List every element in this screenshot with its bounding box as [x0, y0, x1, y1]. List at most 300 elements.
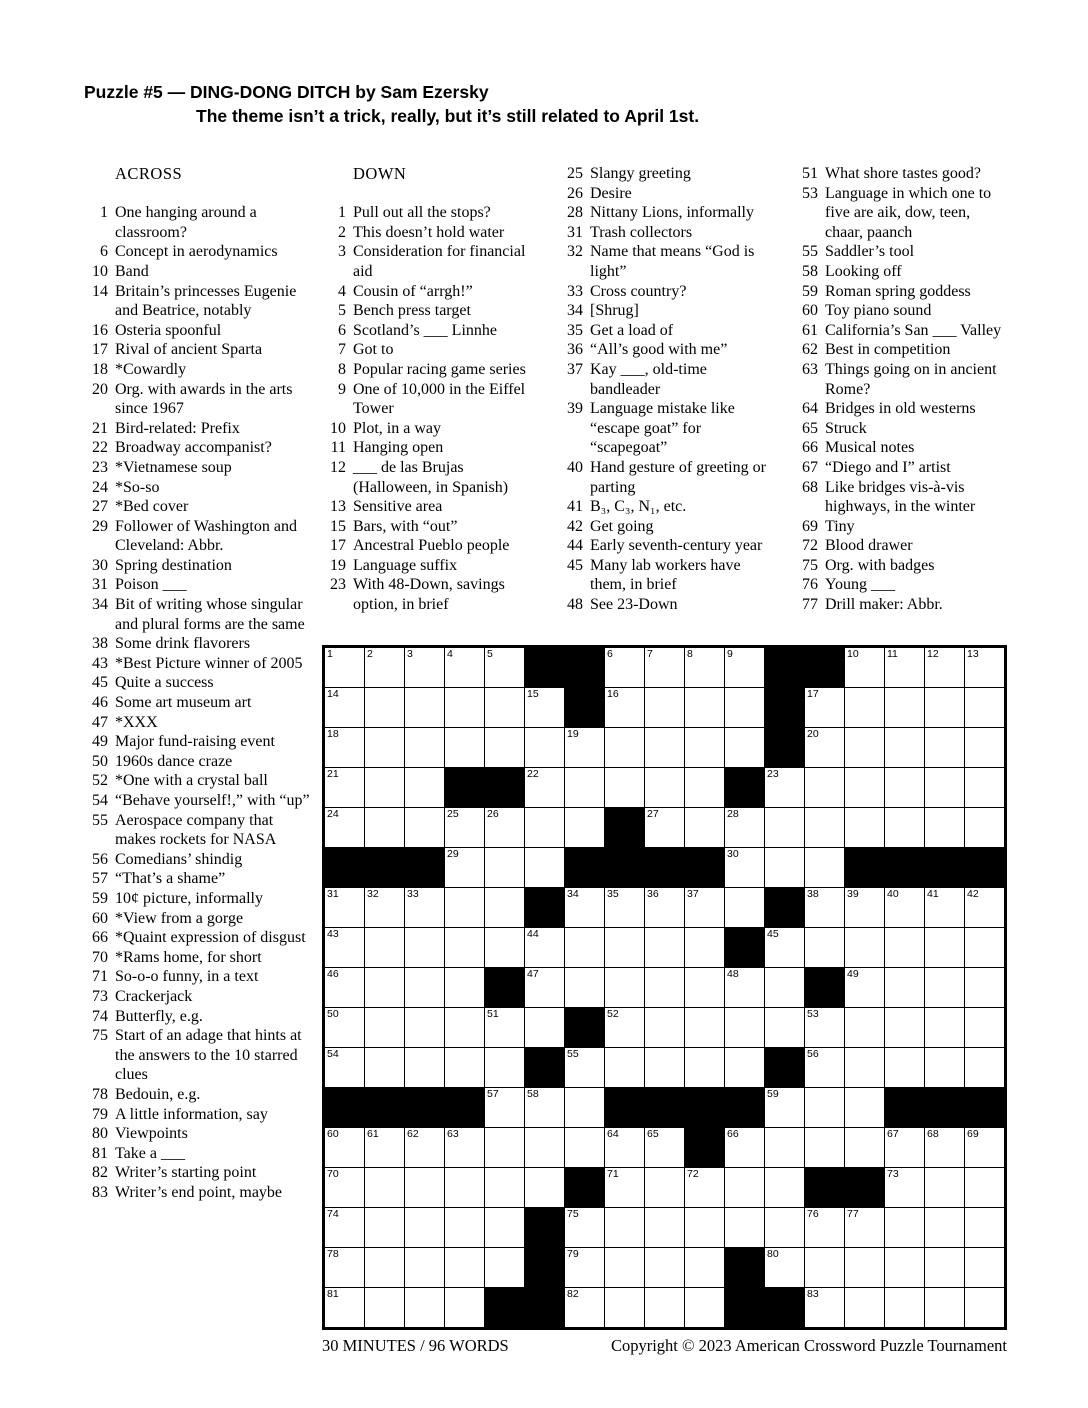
clue — [84, 654, 314, 674]
grid-cell-white — [325, 1168, 364, 1207]
clue-number: 60 — [92, 909, 108, 927]
grid-cell-white — [445, 1128, 484, 1167]
grid-cell-white — [725, 968, 764, 1007]
cell-number: 47 — [527, 968, 539, 980]
clue-number: 78 — [92, 1085, 108, 1103]
grid-cell-white — [765, 1248, 804, 1287]
cell-number: 39 — [847, 888, 859, 900]
grid-cell-white — [445, 1168, 484, 1207]
clue-number: 23 — [92, 458, 108, 476]
cell-number: 65 — [647, 1128, 659, 1140]
grid-cell-white — [525, 1088, 564, 1127]
clue-number: 44 — [567, 537, 583, 555]
clue — [84, 419, 314, 439]
grid-cell-white — [525, 768, 564, 807]
clue-number: 7 — [338, 341, 346, 359]
grid-cell-white — [485, 1168, 524, 1207]
clue — [84, 928, 314, 948]
grid-cell-white — [925, 728, 964, 767]
grid-cell-black — [485, 768, 524, 807]
grid-cell-white — [485, 928, 524, 967]
grid-cell-black — [605, 808, 644, 847]
grid-cell-white — [645, 1168, 684, 1207]
grid-cell-white — [725, 648, 764, 687]
clue-text: “Behave yourself!,” with “up” — [115, 792, 310, 809]
grid-cell-white — [405, 1048, 444, 1087]
grid-cell-white — [365, 1288, 404, 1327]
grid-cell-white — [885, 888, 924, 927]
clue — [794, 184, 1008, 243]
clue-text: Many lab workers have them, in brief — [590, 556, 741, 594]
clue-text: Bench press target — [353, 302, 471, 320]
clue-text: Viewpoints — [115, 1125, 188, 1143]
grid-cell-white — [605, 928, 644, 967]
clue-number: 48 — [567, 596, 583, 614]
grid-cell-white — [405, 1168, 444, 1207]
grid-cell-white — [445, 848, 484, 887]
grid-cell-white — [925, 1168, 964, 1207]
clue — [322, 497, 544, 517]
clue-number: 28 — [567, 204, 583, 222]
grid-cell-black — [365, 1088, 404, 1127]
clue — [794, 458, 1008, 478]
clue-number: 15 — [330, 517, 346, 535]
clue-text: Plot, in a way — [353, 419, 441, 437]
grid-cell-white — [925, 928, 964, 967]
grid-cell-white — [325, 1048, 364, 1087]
clue-text: A little information, say — [115, 1105, 268, 1123]
clue — [84, 340, 314, 360]
grid-cell-white — [445, 1288, 484, 1327]
clue — [84, 203, 314, 242]
grid-cell-white — [965, 1128, 1004, 1167]
cell-number: 5 — [487, 648, 493, 660]
clue — [84, 556, 314, 576]
cell-number: 60 — [327, 1128, 339, 1140]
grid-cell-white — [685, 1008, 724, 1047]
clue-text: See 23-Down — [590, 596, 678, 614]
grid-cell-white — [325, 728, 364, 767]
clue — [84, 752, 314, 772]
grid-cell-white — [645, 768, 684, 807]
cell-number: 82 — [567, 1288, 579, 1300]
clue-text: Tiny — [825, 517, 855, 535]
clue-text: Toy piano sound — [825, 302, 932, 320]
grid-cell-white — [645, 1128, 684, 1167]
grid-cell-white — [845, 1008, 884, 1047]
grid-cell-black — [405, 1088, 444, 1127]
grid-cell-black — [685, 1088, 724, 1127]
clue — [794, 419, 1008, 439]
cell-number: 9 — [727, 648, 733, 660]
grid-cell-black — [525, 1288, 564, 1327]
grid-cell-white — [925, 1208, 964, 1247]
cell-number: 20 — [807, 728, 819, 740]
clue — [322, 419, 544, 439]
grid-cell-white — [445, 1048, 484, 1087]
grid-cell-black — [885, 1088, 924, 1127]
cell-number: 57 — [487, 1088, 499, 1100]
grid-cell-white — [485, 1128, 524, 1167]
cell-number: 49 — [847, 968, 859, 980]
grid-cell-white — [965, 768, 1004, 807]
grid-cell-white — [685, 648, 724, 687]
grid-cell-white — [405, 1008, 444, 1047]
grid-cell-white — [445, 1208, 484, 1247]
clue-text: *Vietnamese soup — [115, 458, 232, 476]
grid-cell-white — [365, 1168, 404, 1207]
clue — [84, 1026, 314, 1085]
clue-number: 62 — [802, 341, 818, 359]
clue-number: 17 — [330, 537, 346, 555]
clue-number: 34 — [92, 596, 108, 614]
cell-number: 3 — [407, 648, 413, 660]
clue-text: 1960s dance craze — [115, 752, 233, 770]
grid-cell-white — [965, 648, 1004, 687]
clue-number: 49 — [92, 733, 108, 751]
grid-cell-black — [685, 1128, 724, 1167]
clue-text: Concept in aerodynamics — [115, 243, 278, 261]
clue-number: 12 — [330, 458, 346, 476]
grid-cell-black — [765, 1288, 804, 1327]
clue — [794, 301, 1008, 321]
clue-number: 34 — [567, 302, 583, 320]
clue-number: 33 — [567, 282, 583, 300]
grid-cell-white — [645, 928, 684, 967]
grid-cell-white — [605, 968, 644, 1007]
clue-number: 66 — [92, 929, 108, 947]
time-words-note: 30 MINUTES / 96 WORDS — [322, 1336, 509, 1355]
clue-text: Language mistake like “escape goat” for “scapegoat” — [590, 400, 735, 457]
grid-cell-white — [765, 768, 804, 807]
grid-cell-white — [445, 1248, 484, 1287]
clue-text: Kay ___, old-time bandleader — [590, 360, 707, 398]
grid-cell-black — [725, 1288, 764, 1327]
grid-cell-black — [805, 1168, 844, 1207]
across-clues-column — [84, 164, 314, 1202]
cell-number: 75 — [567, 1208, 579, 1220]
cell-number: 32 — [367, 888, 379, 900]
grid-cell-white — [405, 648, 444, 687]
clue-text: With 48-Down, savings option, in brief — [353, 576, 505, 614]
grid-cell-white — [885, 1168, 924, 1207]
grid-cell-black — [565, 648, 604, 687]
cell-number: 58 — [527, 1088, 539, 1100]
clue — [322, 517, 544, 537]
clue-number: 39 — [567, 400, 583, 418]
cell-number: 19 — [567, 728, 579, 740]
grid-cell-black — [445, 1088, 484, 1127]
cell-number: 73 — [887, 1168, 899, 1180]
clue-text: Some art museum art — [115, 694, 252, 712]
clue — [84, 575, 314, 595]
clue-text: Saddler’s tool — [825, 243, 915, 261]
clue-number: 79 — [92, 1105, 108, 1123]
grid-cell-white — [965, 1248, 1004, 1287]
grid-cell-white — [845, 1088, 884, 1127]
grid-cell-white — [725, 728, 764, 767]
grid-cell-white — [485, 848, 524, 887]
grid-cell-black — [485, 1288, 524, 1327]
grid-cell-white — [485, 1088, 524, 1127]
grid-cell-white — [365, 768, 404, 807]
grid-cell-white — [725, 1008, 764, 1047]
grid-cell-black — [565, 848, 604, 887]
clue — [84, 380, 314, 419]
clue — [84, 693, 314, 713]
clue-number: 58 — [802, 262, 818, 280]
cell-number: 83 — [807, 1288, 819, 1300]
clue — [322, 536, 544, 556]
cell-number: 10 — [847, 648, 859, 660]
grid-cell-white — [565, 1248, 604, 1287]
cell-number: 50 — [327, 1008, 339, 1020]
grid-cell-white — [965, 1048, 1004, 1087]
clue — [794, 340, 1008, 360]
clue-text: Osteria spoonful — [115, 321, 222, 339]
clue-text: *Rams home, for short — [115, 948, 262, 966]
grid-cell-white — [885, 1128, 924, 1167]
grid-cell-white — [365, 648, 404, 687]
clue-text: Trash collectors — [590, 223, 693, 241]
grid-cell-black — [365, 848, 404, 887]
clue-number: 3 — [338, 243, 346, 261]
cell-number: 38 — [807, 888, 819, 900]
clue-text: Hanging open — [353, 439, 444, 457]
grid-cell-white — [925, 688, 964, 727]
grid-cell-white — [765, 848, 804, 887]
clue-number: 81 — [92, 1144, 108, 1162]
grid-cell-white — [565, 808, 604, 847]
grid-cell-white — [725, 848, 764, 887]
clue-text: Spring destination — [115, 556, 232, 574]
clue-text: One of 10,000 in the Eiffel Tower — [353, 380, 526, 418]
clue-number: 54 — [92, 792, 108, 809]
clue — [794, 262, 1008, 282]
clue — [559, 399, 779, 458]
cell-number: 56 — [807, 1048, 819, 1060]
grid-cell-white — [725, 1168, 764, 1207]
grid-cell-white — [325, 1288, 364, 1327]
grid-cell-white — [485, 648, 524, 687]
grid-cell-black — [925, 848, 964, 887]
clue-number: 47 — [92, 713, 108, 731]
clue-text: Best in competition — [825, 341, 951, 359]
grid-cell-white — [685, 688, 724, 727]
clue-number: 57 — [92, 870, 108, 888]
clue-number: 51 — [802, 165, 818, 182]
clue — [559, 497, 779, 517]
clue-number: 53 — [802, 184, 818, 202]
grid-cell-white — [685, 928, 724, 967]
clue-text: Britain’s princesses Eugenie and Beatrice, notably — [115, 282, 297, 320]
grid-cell-white — [605, 688, 644, 727]
clue-text: Start of an adage that hints at the answers to the 10 starred clues — [115, 1027, 302, 1084]
grid-cell-white — [845, 728, 884, 767]
puzzle-title-line2: The theme isn’t a trick, really, but it’s still related to April 1st. — [196, 106, 700, 126]
clue-text: Butterfly, e.g. — [115, 1007, 203, 1025]
cell-number: 27 — [647, 808, 659, 820]
clue — [84, 321, 314, 341]
clue — [559, 360, 779, 399]
grid-cell-black — [685, 848, 724, 887]
clue-number: 14 — [92, 282, 108, 300]
grid-cell-white — [525, 1168, 564, 1207]
cell-number: 11 — [887, 648, 898, 660]
clue-number: 61 — [802, 321, 818, 339]
grid-cell-white — [325, 1248, 364, 1287]
clue-text: *One with a crystal ball — [115, 772, 268, 790]
grid-cell-white — [765, 928, 804, 967]
crossword-grid — [322, 645, 1007, 1330]
grid-cell-white — [965, 888, 1004, 927]
clue-text: Get going — [590, 517, 654, 535]
grid-cell-black — [765, 688, 804, 727]
puzzle-title-line1: Puzzle #5 — DING-DONG DITCH by Sam Ezersky — [84, 82, 489, 102]
grid-cell-white — [445, 648, 484, 687]
grid-cell-white — [965, 688, 1004, 727]
grid-cell-white — [685, 888, 724, 927]
clue — [322, 380, 544, 419]
grid-cell-white — [645, 808, 684, 847]
grid-cell-white — [605, 1288, 644, 1327]
clue — [794, 242, 1008, 262]
clue — [559, 595, 779, 615]
grid-cell-white — [325, 968, 364, 1007]
grid-cell-black — [565, 688, 604, 727]
grid-cell-white — [965, 808, 1004, 847]
clue — [794, 556, 1008, 576]
cell-number: 30 — [727, 848, 739, 860]
grid-cell-black — [605, 1088, 644, 1127]
grid-cell-white — [525, 928, 564, 967]
grid-cell-white — [365, 728, 404, 767]
cell-number: 78 — [327, 1248, 339, 1260]
clue-text: *View from a gorge — [115, 909, 244, 927]
grid-cell-white — [485, 1248, 524, 1287]
down-clues-column-3 — [794, 164, 1008, 615]
clue — [794, 360, 1008, 399]
clue-text: Bars, with “out” — [353, 517, 458, 535]
grid-cell-white — [485, 1008, 524, 1047]
grid-cell-white — [645, 1288, 684, 1327]
clue — [84, 1105, 314, 1125]
grid-cell-white — [365, 688, 404, 727]
clue — [84, 1085, 314, 1105]
grid-cell-black — [845, 1168, 884, 1207]
grid-cell-black — [725, 768, 764, 807]
grid-cell-white — [845, 888, 884, 927]
grid-cell-white — [885, 1288, 924, 1327]
clue-text: Crackerjack — [115, 987, 193, 1005]
grid-cell-white — [565, 728, 604, 767]
clue — [794, 478, 1008, 517]
clue-number: 1 — [338, 204, 346, 222]
cell-number: 71 — [607, 1168, 619, 1180]
cell-number: 4 — [447, 648, 453, 660]
clue-number: 56 — [92, 850, 108, 868]
cell-number: 59 — [767, 1088, 779, 1100]
grid-cell-white — [725, 1208, 764, 1247]
clue-number: 41 — [567, 498, 583, 516]
cell-number: 74 — [327, 1208, 339, 1220]
clue — [794, 399, 1008, 419]
grid-cell-white — [445, 728, 484, 767]
cell-number: 61 — [367, 1128, 379, 1140]
cell-number: 67 — [887, 1128, 899, 1140]
grid-cell-white — [925, 1288, 964, 1327]
clue-text: Major fund-raising event — [115, 733, 275, 751]
clue — [794, 575, 1008, 595]
clue-text: Nittany Lions, informally — [590, 204, 754, 222]
grid-cell-white — [365, 1128, 404, 1167]
grid-cell-white — [565, 768, 604, 807]
cell-number: 80 — [767, 1248, 779, 1260]
grid-cell-white — [725, 808, 764, 847]
clue-text: Some drink flavorers — [115, 635, 251, 653]
grid-cell-black — [525, 1248, 564, 1287]
clue — [322, 321, 544, 341]
cell-number: 77 — [847, 1208, 859, 1220]
clue — [322, 458, 544, 497]
clue — [559, 184, 779, 204]
clue-number: 80 — [92, 1125, 108, 1143]
cell-number: 51 — [487, 1008, 499, 1020]
grid-cell-white — [925, 1248, 964, 1287]
clue-text: Language suffix — [353, 556, 458, 574]
grid-cell-white — [965, 968, 1004, 1007]
clue-number: 4 — [338, 282, 346, 300]
clue — [84, 811, 314, 850]
clue — [794, 321, 1008, 341]
clue — [794, 164, 1008, 184]
clue-number: 70 — [92, 948, 108, 966]
cell-number: 66 — [727, 1128, 739, 1140]
grid-cell-white — [605, 1008, 644, 1047]
grid-cell-white — [365, 888, 404, 927]
copyright-note: Copyright © 2023 American Crossword Puzzle Tournament — [610, 1336, 1007, 1355]
clue — [559, 203, 779, 223]
clue-text: Bedouin, e.g. — [115, 1085, 201, 1103]
cell-number: 69 — [967, 1128, 979, 1140]
grid-cell-white — [725, 1128, 764, 1167]
clue-number: 64 — [802, 400, 818, 418]
clue-text: So-o-o funny, in a text — [115, 968, 259, 986]
clue-text: Org. with badges — [825, 556, 935, 574]
clue-text: Roman spring goddess — [825, 282, 971, 300]
grid-cell-white — [765, 1088, 804, 1127]
clue-text: Ancestral Pueblo people — [353, 537, 510, 555]
cell-number: 40 — [887, 888, 899, 900]
grid-cell-white — [325, 928, 364, 967]
clue-text: Bird-related: Prefix — [115, 419, 240, 437]
clue — [84, 909, 314, 929]
clue-number: 42 — [567, 517, 583, 535]
clue-text: Quite a success — [115, 674, 214, 692]
clue-text: Take a ___ — [115, 1144, 185, 1162]
clue — [794, 595, 1008, 615]
clue-number: 71 — [92, 968, 108, 986]
grid-cell-white — [805, 1128, 844, 1167]
clue-text: Drill maker: Abbr. — [825, 596, 943, 614]
clue — [559, 340, 779, 360]
clue-text: Name that means “God is light” — [590, 243, 755, 280]
clue-text: Like bridges vis-à-vis highways, in the winter — [825, 478, 976, 516]
clue — [84, 1183, 314, 1203]
cell-number: 7 — [647, 648, 653, 660]
clue-number: 6 — [100, 243, 108, 261]
grid-cell-white — [845, 1048, 884, 1087]
